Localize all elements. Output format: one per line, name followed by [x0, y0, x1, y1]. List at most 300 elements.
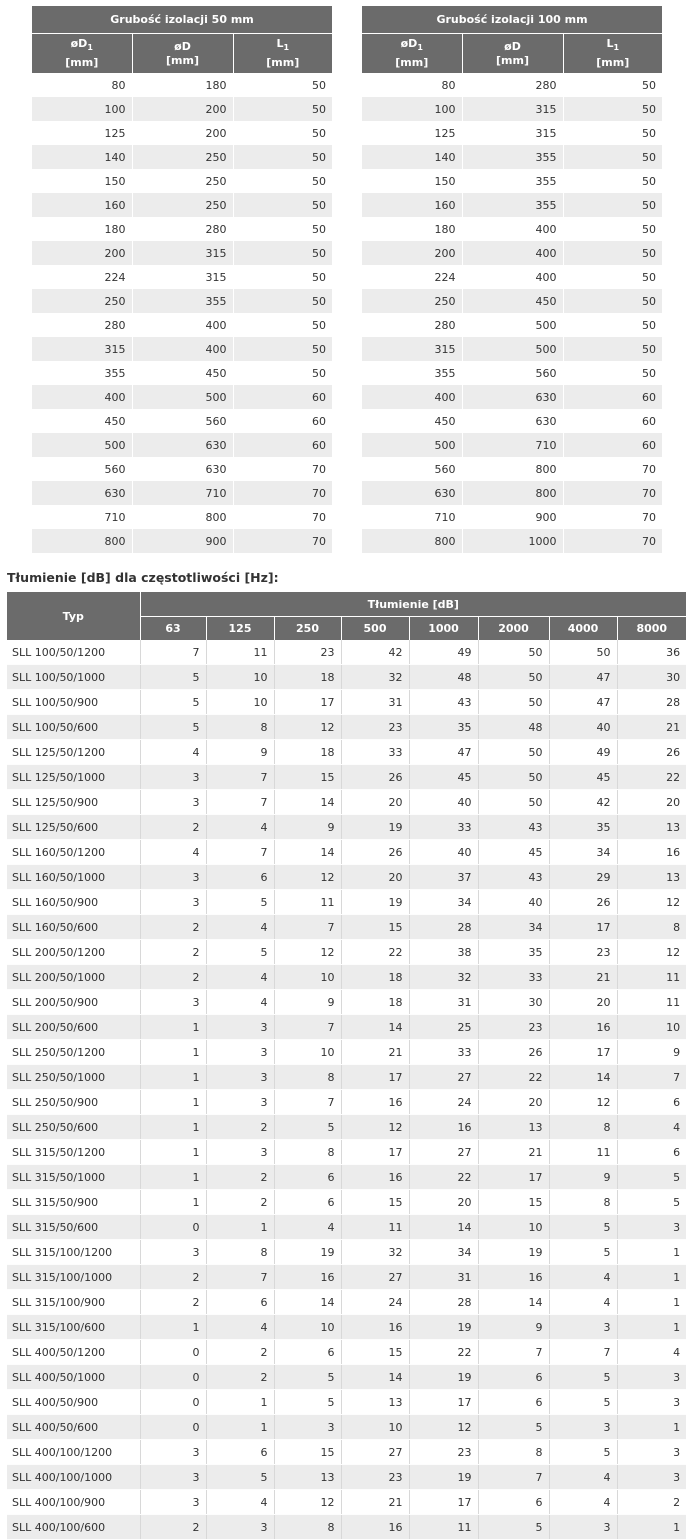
value-cell: 3 — [140, 1240, 206, 1265]
table-cell: 800 — [462, 481, 563, 505]
table-cell: 315 — [462, 97, 563, 121]
table-cell: 560 — [32, 457, 132, 481]
value-cell: 1 — [617, 1265, 686, 1290]
value-cell: 8 — [206, 1240, 274, 1265]
table-cell: 500 — [132, 385, 233, 409]
table-cell: 200 — [132, 97, 233, 121]
type-cell: SLL 315/50/1200 — [7, 1140, 140, 1165]
table-cell: 70 — [642, 462, 657, 476]
table-cell: 100 — [362, 97, 462, 121]
table-row — [7, 840, 686, 865]
table-row — [32, 289, 332, 313]
table-row — [32, 505, 332, 529]
value-cell: 3 — [549, 1515, 617, 1540]
table-row — [32, 361, 332, 385]
value-cell: 19 — [409, 1315, 478, 1340]
value-cell: 5 — [140, 715, 206, 740]
table-cell: 710 — [32, 505, 132, 529]
value-cell: 4 — [206, 915, 274, 940]
value-cell: 5 — [274, 1390, 341, 1415]
value-cell: 23 — [341, 1465, 409, 1490]
value-cell: 2 — [206, 1365, 274, 1390]
value-cell: 11 — [549, 1140, 617, 1165]
value-cell: 17 — [478, 1165, 549, 1190]
value-cell: 36 — [617, 640, 686, 665]
value-cell: 7 — [478, 1465, 549, 1490]
value-cell: 17 — [409, 1390, 478, 1415]
table-cell: 400 — [132, 313, 233, 337]
table-cell: 50 — [312, 126, 327, 140]
value-cell: 19 — [274, 1240, 341, 1265]
value-cell: 38 — [409, 940, 478, 965]
value-cell: 2 — [206, 1165, 274, 1190]
value-cell: 33 — [478, 965, 549, 990]
table-row — [362, 217, 662, 241]
table-cell: 50 — [312, 174, 327, 188]
column-header — [132, 34, 233, 74]
table-cell: 50 — [233, 97, 332, 121]
value-cell: 6 — [206, 865, 274, 890]
table-cell: 150 — [362, 169, 462, 193]
value-cell: 9 — [549, 1165, 617, 1190]
value-cell: 19 — [409, 1465, 478, 1490]
value-cell: 17 — [341, 1140, 409, 1165]
value-cell: 3 — [140, 990, 206, 1015]
table-cell: 50 — [642, 174, 657, 188]
attenuation-group-header: Tłumienie [dB] — [140, 592, 686, 617]
value-cell: 7 — [549, 1340, 617, 1365]
value-cell: 43 — [478, 815, 549, 840]
table-row — [32, 457, 332, 481]
table-row — [362, 505, 662, 529]
value-cell: 19 — [341, 890, 409, 915]
value-cell: 10 — [206, 665, 274, 690]
table-cell: 140 — [362, 145, 462, 169]
table-cell: 180 — [132, 73, 233, 97]
table-row — [32, 217, 332, 241]
table-row — [32, 385, 332, 409]
value-cell: 48 — [409, 665, 478, 690]
table-row — [32, 481, 332, 505]
value-cell: 50 — [478, 640, 549, 665]
table-cell: 355 — [462, 193, 563, 217]
table-cell: 500 — [462, 313, 563, 337]
value-cell: 3 — [206, 1515, 274, 1540]
value-cell: 20 — [341, 790, 409, 815]
value-cell: 3 — [140, 890, 206, 915]
value-cell: 3 — [140, 1440, 206, 1465]
table-cell: 710 — [132, 481, 233, 505]
type-cell: SLL 125/50/1200 — [7, 740, 140, 765]
type-cell: SLL 100/50/900 — [7, 690, 140, 715]
header-symbol: øD — [174, 39, 191, 53]
table-row — [7, 1415, 686, 1440]
table-cell: 50 — [233, 289, 332, 313]
value-cell: 8 — [274, 1515, 341, 1540]
value-cell: 14 — [549, 1065, 617, 1090]
table-cell: 280 — [462, 73, 563, 97]
value-cell: 29 — [549, 865, 617, 890]
value-cell: 4 — [206, 1490, 274, 1515]
value-cell: 7 — [206, 1265, 274, 1290]
table-row — [32, 337, 332, 361]
value-cell: 1 — [617, 1515, 686, 1540]
value-cell: 18 — [274, 740, 341, 765]
value-cell: 3 — [617, 1215, 686, 1240]
value-cell: 10 — [341, 1415, 409, 1440]
value-cell: 3 — [140, 865, 206, 890]
value-cell: 11 — [617, 965, 686, 990]
value-cell: 2 — [140, 965, 206, 990]
table-row — [7, 1515, 686, 1540]
value-cell: 2 — [140, 1290, 206, 1315]
value-cell: 6 — [274, 1165, 341, 1190]
value-cell: 16 — [478, 1265, 549, 1290]
value-cell: 1 — [140, 1065, 206, 1090]
type-cell: SLL 400/50/900 — [7, 1390, 140, 1415]
table-row — [32, 97, 332, 121]
value-cell: 2 — [206, 1340, 274, 1365]
table-row — [362, 169, 662, 193]
value-cell: 6 — [617, 1140, 686, 1165]
table-cell: 50 — [312, 78, 327, 92]
value-cell: 21 — [617, 715, 686, 740]
value-cell: 22 — [409, 1340, 478, 1365]
table-cell: 710 — [362, 505, 462, 529]
table-row — [32, 313, 332, 337]
value-cell: 43 — [409, 690, 478, 715]
value-cell: 16 — [617, 840, 686, 865]
value-cell: 4 — [206, 815, 274, 840]
table-cell: 50 — [642, 318, 657, 332]
table-row — [7, 790, 686, 815]
table-cell: 450 — [132, 361, 233, 385]
table-cell: 224 — [362, 265, 462, 289]
value-cell: 10 — [274, 965, 341, 990]
value-cell: 33 — [409, 1040, 478, 1065]
value-cell: 20 — [478, 1090, 549, 1115]
value-cell: 3 — [274, 1415, 341, 1440]
table-cell: 630 — [32, 481, 132, 505]
value-cell: 6 — [478, 1390, 549, 1415]
value-cell: 12 — [274, 865, 341, 890]
value-cell: 30 — [478, 990, 549, 1015]
table-cell: 280 — [132, 217, 233, 241]
value-cell: 25 — [409, 1015, 478, 1040]
value-cell: 3 — [206, 1140, 274, 1165]
value-cell: 48 — [478, 715, 549, 740]
column-headers — [362, 34, 662, 74]
value-cell: 2 — [140, 1265, 206, 1290]
table-row — [32, 409, 332, 433]
table-row — [362, 481, 662, 505]
value-cell: 32 — [341, 665, 409, 690]
header-symbol: øD — [400, 37, 418, 51]
table-row — [362, 73, 662, 97]
type-cell: SLL 315/50/1000 — [7, 1165, 140, 1190]
value-cell: 4 — [549, 1290, 617, 1315]
value-cell: 7 — [274, 915, 341, 940]
table-row — [7, 990, 686, 1015]
value-cell: 1 — [140, 1015, 206, 1040]
value-cell: 6 — [206, 1290, 274, 1315]
value-cell: 14 — [409, 1215, 478, 1240]
table-cell: 50 — [642, 222, 657, 236]
table-cell: 250 — [132, 193, 233, 217]
table-cell: 900 — [462, 505, 563, 529]
value-cell: 15 — [341, 1340, 409, 1365]
value-cell: 3 — [140, 790, 206, 815]
value-cell: 4 — [206, 990, 274, 1015]
value-cell: 21 — [341, 1040, 409, 1065]
table-row — [7, 815, 686, 840]
value-cell: 28 — [409, 1290, 478, 1315]
table-cell: 50 — [642, 78, 657, 92]
value-cell: 27 — [341, 1265, 409, 1290]
value-cell: 50 — [478, 665, 549, 690]
value-cell: 6 — [274, 1190, 341, 1215]
value-cell: 12 — [617, 890, 686, 915]
value-cell: 12 — [549, 1090, 617, 1115]
type-cell: SLL 250/50/1000 — [7, 1065, 140, 1090]
value-cell: 5 — [206, 940, 274, 965]
header-unit: [mm] — [395, 55, 429, 69]
value-cell: 2 — [140, 940, 206, 965]
value-cell: 6 — [206, 1440, 274, 1465]
type-cell: SLL 160/50/1200 — [7, 840, 140, 865]
value-cell: 5 — [140, 665, 206, 690]
header-subscript: 1 — [613, 43, 620, 53]
value-cell: 23 — [549, 940, 617, 965]
value-cell: 4 — [140, 740, 206, 765]
value-cell: 5 — [549, 1365, 617, 1390]
table-cell: 140 — [32, 145, 132, 169]
header-unit: [mm] — [166, 53, 199, 67]
type-cell: SLL 400/100/900 — [7, 1490, 140, 1515]
table-row — [7, 865, 686, 890]
value-cell: 40 — [478, 890, 549, 915]
value-cell: 8 — [478, 1440, 549, 1465]
table-cell: 50 — [233, 145, 332, 169]
value-cell: 13 — [274, 1465, 341, 1490]
table-cell: 355 — [462, 169, 563, 193]
value-cell: 5 — [274, 1115, 341, 1140]
value-cell: 27 — [409, 1065, 478, 1090]
value-cell: 26 — [341, 765, 409, 790]
table-row — [7, 1090, 686, 1115]
value-cell: 2 — [206, 1115, 274, 1140]
table-cell: 60 — [233, 433, 332, 457]
table-cell: 50 — [312, 222, 327, 236]
value-cell: 3 — [206, 1090, 274, 1115]
value-cell: 34 — [409, 890, 478, 915]
table-cell: 630 — [462, 409, 563, 433]
value-cell: 5 — [549, 1240, 617, 1265]
table-cell: 560 — [132, 409, 233, 433]
value-cell: 26 — [617, 740, 686, 765]
table-title: Grubość izolacji 50 mm — [32, 6, 332, 34]
table-row — [32, 169, 332, 193]
column-header — [462, 34, 563, 74]
table-row — [32, 241, 332, 265]
table-cell: 630 — [362, 481, 462, 505]
value-cell: 34 — [409, 1240, 478, 1265]
table-cell: 400 — [362, 385, 462, 409]
table-row — [7, 1040, 686, 1065]
table-cell: 630 — [132, 433, 233, 457]
table-row — [7, 765, 686, 790]
type-cell: SLL 100/50/600 — [7, 715, 140, 740]
table-row — [362, 529, 662, 553]
value-cell: 18 — [341, 965, 409, 990]
value-cell: 5 — [478, 1415, 549, 1440]
table-row — [7, 1215, 686, 1240]
frequency-header: 63 — [140, 617, 206, 641]
table-row — [7, 1165, 686, 1190]
type-cell: SLL 250/50/900 — [7, 1090, 140, 1115]
table-cell: 630 — [462, 385, 563, 409]
table-row — [7, 690, 686, 715]
value-cell: 1 — [206, 1215, 274, 1240]
table-cell: 315 — [362, 337, 462, 361]
value-cell: 3 — [140, 765, 206, 790]
table-row — [7, 940, 686, 965]
value-cell: 12 — [409, 1415, 478, 1440]
table-cell: 70 — [642, 510, 657, 524]
type-cell: SLL 200/50/900 — [7, 990, 140, 1015]
type-cell: SLL 400/50/1000 — [7, 1365, 140, 1390]
value-cell: 4 — [549, 1490, 617, 1515]
value-cell: 5 — [617, 1165, 686, 1190]
value-cell: 20 — [409, 1190, 478, 1215]
value-cell: 24 — [409, 1090, 478, 1115]
table-cell: 400 — [462, 265, 563, 289]
table-cell: 60 — [233, 385, 332, 409]
table-cell: 500 — [462, 337, 563, 361]
value-cell: 50 — [478, 765, 549, 790]
table-cell: 250 — [132, 145, 233, 169]
value-cell: 4 — [274, 1215, 341, 1240]
attenuation-heading: Tłumienie [dB] dla częstotliwości [Hz]: — [7, 570, 279, 585]
table-cell: 80 — [362, 73, 462, 97]
table-row — [362, 385, 662, 409]
table-row — [362, 97, 662, 121]
value-cell: 23 — [478, 1015, 549, 1040]
table-row — [7, 1140, 686, 1165]
table-cell: 355 — [132, 289, 233, 313]
table-cell: 160 — [32, 193, 132, 217]
value-cell: 47 — [409, 740, 478, 765]
table-cell: 315 — [132, 265, 233, 289]
value-cell: 4 — [140, 840, 206, 865]
table-row — [362, 337, 662, 361]
table-cell: 630 — [132, 457, 233, 481]
value-cell: 20 — [341, 865, 409, 890]
value-cell: 7 — [206, 840, 274, 865]
table-cell: 70 — [233, 481, 332, 505]
value-cell: 50 — [478, 690, 549, 715]
table-cell: 800 — [132, 505, 233, 529]
table-cell: 150 — [32, 169, 132, 193]
table-row — [32, 529, 332, 553]
value-cell: 0 — [140, 1415, 206, 1440]
table-cell: 800 — [32, 529, 132, 553]
value-cell: 11 — [409, 1515, 478, 1540]
table-row — [7, 665, 686, 690]
table-cell: 60 — [642, 414, 657, 428]
frequency-header: 500 — [341, 617, 409, 641]
value-cell: 6 — [617, 1090, 686, 1115]
value-cell: 8 — [617, 915, 686, 940]
table-cell: 500 — [362, 433, 462, 457]
table-cell: 1000 — [462, 529, 563, 553]
value-cell: 5 — [617, 1190, 686, 1215]
value-cell: 10 — [206, 690, 274, 715]
table-row — [362, 361, 662, 385]
table-cell: 160 — [362, 193, 462, 217]
table-row — [7, 1240, 686, 1265]
table-title: Grubość izolacji 100 mm — [362, 6, 662, 34]
value-cell: 8 — [274, 1065, 341, 1090]
value-cell: 16 — [549, 1015, 617, 1040]
table-cell: 50 — [563, 97, 662, 121]
value-cell: 3 — [617, 1465, 686, 1490]
frequency-header: 250 — [274, 617, 341, 641]
table-cell: 50 — [642, 126, 657, 140]
value-cell: 6 — [478, 1490, 549, 1515]
value-cell: 0 — [140, 1215, 206, 1240]
value-cell: 7 — [274, 1015, 341, 1040]
value-cell: 0 — [140, 1340, 206, 1365]
value-cell: 1 — [140, 1165, 206, 1190]
table-row — [7, 1265, 686, 1290]
table-row — [362, 433, 662, 457]
value-cell: 5 — [549, 1215, 617, 1240]
value-cell: 19 — [341, 815, 409, 840]
frequency-header: 1000 — [409, 617, 478, 641]
type-cell: SLL 100/50/1000 — [7, 665, 140, 690]
table-row — [32, 193, 332, 217]
value-cell: 9 — [274, 815, 341, 840]
table-cell: 50 — [233, 193, 332, 217]
table-cell: 355 — [32, 361, 132, 385]
value-cell: 0 — [140, 1365, 206, 1390]
value-cell: 42 — [341, 640, 409, 665]
value-cell: 2 — [206, 1190, 274, 1215]
value-cell: 45 — [409, 765, 478, 790]
table-cell: 355 — [362, 361, 462, 385]
value-cell: 45 — [478, 840, 549, 865]
value-cell: 2 — [140, 1515, 206, 1540]
value-cell: 40 — [409, 790, 478, 815]
value-cell: 16 — [341, 1165, 409, 1190]
value-cell: 4 — [617, 1115, 686, 1140]
value-cell: 43 — [478, 865, 549, 890]
table-cell: 280 — [362, 313, 462, 337]
header-subscript: 1 — [87, 43, 93, 53]
header-unit: [mm] — [266, 55, 300, 69]
value-cell: 40 — [549, 715, 617, 740]
value-cell: 5 — [274, 1365, 341, 1390]
value-cell: 12 — [274, 1490, 341, 1515]
value-cell: 16 — [341, 1315, 409, 1340]
table-cell: 250 — [32, 289, 132, 313]
header-symbol: L — [606, 37, 614, 51]
table-row — [362, 241, 662, 265]
type-cell: SLL 315/100/600 — [7, 1315, 140, 1340]
dimensions-table-100mm — [362, 6, 662, 553]
value-cell: 1 — [206, 1390, 274, 1415]
